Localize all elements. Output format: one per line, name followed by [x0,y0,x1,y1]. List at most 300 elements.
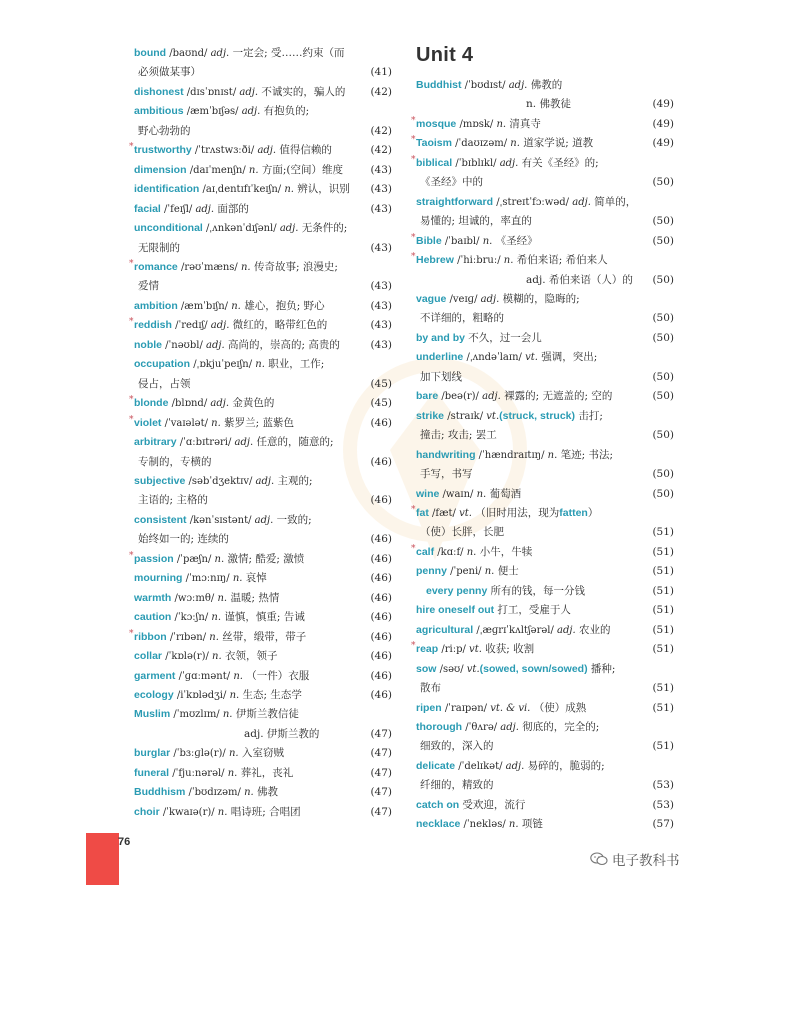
phonetic: /ˈfjuːnərəl/ [169,767,228,779]
phonetic: /ˈdelɪkət/ [455,760,506,772]
headword: penny [416,565,447,578]
part-of-speech: n. [284,184,294,196]
vocab-entry [416,601,674,620]
headword: ripen [416,701,442,714]
phonetic: /ˈnekləs/ [460,819,509,831]
part-of-speech: n. [510,138,520,150]
entry-line [416,660,644,679]
vocab-entry [134,219,392,258]
vocab-entry [134,355,392,394]
page-reference: (50) [652,429,674,442]
page-reference: (50) [652,215,674,228]
phonetic: /səbˈdʒektɪv/ [185,475,256,487]
definition: 职业，工作; [264,358,325,371]
headword: delicate [416,759,456,772]
phonetic: /ˈbaɪbl/ [441,235,483,247]
vocab-entry [416,446,674,485]
vocab-entry [416,387,674,406]
phonetic: /iˈkɒlədʒi/ [173,689,230,701]
phonetic: /ˈθʌrə/ [462,721,501,733]
page-reference: (42) [370,124,392,137]
phonetic: /æmˈbɪʃəs/ [183,106,242,118]
star-icon: * [129,142,134,153]
headword: agricultural [416,623,474,636]
entry-line [134,589,362,608]
part-of-speech: adj. [557,624,576,636]
phonetic: /dɪsˈɒnɪst/ [183,86,240,98]
phonetic: /wɔːmθ/ [171,592,218,604]
entry-line [134,83,362,102]
entry-line [416,582,644,601]
page-reference: (46) [370,611,392,624]
definition: 模糊的，隐晦的; [499,292,580,305]
part-of-speech: adj. [210,320,230,332]
part-of-speech: adj. [241,106,261,118]
headword: vague [416,292,447,305]
phonetic: /ˌʌnkənˈdɪʃənl/ [202,223,280,235]
headword: straightforward [416,195,494,208]
entry-line [416,757,644,776]
vocab-entry [134,180,392,199]
headword: reap [416,643,439,656]
definition: 笔迹; 书法; [557,448,614,461]
definition: 谨慎，慎重; 告诫 [221,611,305,624]
definition: 击打; [578,409,603,422]
page-reference: (49) [652,137,674,150]
entry-line [416,407,644,426]
entry-line [134,141,362,160]
vocab-entry [416,660,674,699]
page-reference: (42) [370,144,392,157]
definition-continued: 无限制的 [138,241,180,254]
headword: noble [134,338,162,351]
phonetic: /ˌæɡrɪˈkʌltʃərəl/ [473,624,558,636]
phonetic: /veɪɡ/ [446,293,481,305]
page-reference: (46) [370,494,392,507]
phonetic: /kɑːf/ [434,546,467,558]
star-icon: * [129,395,134,406]
inflection: fatten [559,506,588,519]
definition-continued: 爱情 [138,280,159,293]
vocab-entry [411,504,674,543]
star-icon: * [129,414,134,425]
definition: 唱诗班; 合唱团 [227,805,301,818]
definition: 衣领，领子 [221,650,278,663]
part-of-speech: n. [231,300,241,312]
headword: bare [416,390,439,403]
page-reference: (43) [370,163,392,176]
definition: 紫罗兰; 蓝紫色 [220,416,294,429]
part-of-speech: n. [496,118,507,130]
definition-continued: 始终如一的; 连续的 [138,533,229,546]
definition: （使）成熟 [530,701,587,714]
vocab-entry [134,783,392,802]
vocab-entry [134,472,392,511]
vocab-entry [129,141,392,160]
part-of-speech: adj. [505,760,525,772]
vocab-entry [416,193,674,232]
vocab-entry [129,258,392,297]
page-reference: (50) [652,234,674,247]
entry-line [416,134,644,153]
headword: warmth [134,591,172,604]
definition-continued: n. 佛教徒 [526,98,571,111]
definition: 项链 [518,818,543,831]
page-reference: (46) [370,630,392,643]
part-of-speech: vt. & vi. [490,702,531,714]
definition-continued: 易懂的; 坦诚的，率直的 [420,215,532,228]
vocab-entry [416,407,674,446]
definition: 道家学说; 道教 [519,137,594,150]
vocab-entry [129,414,392,433]
headword: Bible [416,234,442,247]
headword: strike [416,409,445,422]
part-of-speech: adj. [257,145,277,157]
watermark [590,849,680,869]
entry-line [134,433,362,452]
page-reference: (43) [370,241,392,254]
vocab-entry [134,744,392,763]
definition: 主观的; [274,474,313,487]
vocab-entry [134,44,392,83]
part-of-speech: n. [508,819,519,831]
vocab-entry [411,640,674,659]
definition: 入室窃贼 [238,747,284,760]
headword: thorough [416,720,463,733]
definition: 不诚实的，骗人的 [258,85,346,98]
definition: 方面;(空间）维度 [258,163,344,176]
star-icon: * [129,258,134,269]
part-of-speech: n. [212,651,222,663]
vocab-entry [134,102,392,141]
headword: sow [416,662,437,675]
vocab-entry [134,667,392,686]
page-reference: (47) [370,727,392,740]
entry-line [134,705,362,724]
vocab-entry [134,297,392,316]
entry-line [134,647,362,666]
page-tab [86,833,119,885]
phonetic: /səʊ/ [436,663,467,675]
definition-continued: 撞击; 攻击; 罢工 [420,429,497,442]
vocab-entry [416,699,674,718]
page-reference: (47) [370,766,392,779]
page-reference: (51) [652,701,674,714]
definition: 高尚的，崇高的; 高贵的 [224,338,340,351]
page-reference: (47) [370,747,392,760]
phonetic: /ˈkɒlə(r)/ [162,651,213,663]
headword: calf [416,545,435,558]
headword: collar [134,650,163,663]
entry-line [416,76,644,95]
wechat-icon [590,852,608,866]
definition: 彻底的，完全的; [518,720,600,733]
headword: unconditional [134,222,203,235]
vocab-entry [416,348,674,387]
phonetic: /ˈhiːbruː/ [453,255,504,267]
headword: violet [134,416,162,429]
part-of-speech: adj. [234,437,254,449]
page-reference: (50) [652,176,674,189]
part-of-speech: adj. [499,157,519,169]
phonetic: /ˈnəʊbl/ [162,339,207,351]
headword: Taoism [416,137,452,150]
entry-line [416,504,644,523]
entry-line [134,569,362,588]
page-reference: (53) [652,779,674,792]
vocab-entry [134,511,392,550]
headword: ambition [134,299,178,312]
page-reference: (46) [370,455,392,468]
headword: funeral [134,766,170,779]
entry-line [134,102,362,121]
page-reference: (46) [370,416,392,429]
definition: 小牛，牛犊 [476,545,533,558]
phonetic: /ˈraɪpən/ [441,702,491,714]
inflection: (sowed, sown/sowed) [479,662,588,675]
phonetic: /mɒsk/ [456,118,497,130]
entry-line [416,290,644,309]
vocab-entry [411,543,674,562]
headword: dishonest [134,85,184,98]
definition: 哀悼 [242,572,267,585]
definition: 葬礼，丧礼 [237,766,294,779]
headword: every penny [426,584,488,597]
phonetic: /kənˈsɪstənt/ [186,514,255,526]
headword: ecology [134,688,174,701]
definition: 有关《圣经》的; [518,156,599,169]
page-reference: (46) [370,688,392,701]
headword: catch on [416,798,460,811]
headword: consistent [134,513,187,526]
star-icon: * [129,550,134,561]
phonetic: /ˈpæʃn/ [173,553,215,565]
star-icon: * [411,504,416,515]
page-reference: (50) [652,312,674,325]
phonetic: /ˈɑːbɪtrəri/ [176,437,235,449]
definition: 不久，过一会儿 [468,331,542,344]
entry-line [416,446,644,465]
entry-line [134,628,362,647]
part-of-speech: n. [482,235,493,247]
entry-line [134,783,362,802]
star-icon: * [411,115,416,126]
entry-line [416,815,644,834]
phonetic: /ˌʌndəˈlaɪn/ [463,352,526,364]
headword: Buddhism [134,786,186,799]
headword: underline [416,351,464,364]
phonetic: /daɪˈmenʃn/ [186,164,249,176]
definition: 值得信赖的 [276,144,332,157]
headword: subjective [134,474,186,487]
part-of-speech: adj. [279,223,299,235]
part-of-speech: vt. [525,352,538,364]
definition-continued: 主语的; 主格的 [138,494,208,507]
vocab-entry [129,550,392,569]
phonetic: /blɒnd/ [168,398,211,410]
headword: mosque [416,117,457,130]
vocab-entry [416,290,674,329]
definition: 便士 [494,565,519,578]
headword: necklace [416,818,461,831]
definition: 葡萄酒 [486,487,522,500]
headword: wine [416,487,440,500]
page-reference: (50) [652,487,674,500]
part-of-speech: n. [503,255,514,267]
definition: 收获; 收割 [481,643,535,656]
page-reference: (51) [652,526,674,539]
definition: 播种; [590,662,616,675]
definition: 丝带，缎带，带子 [218,630,307,643]
vocab-entry [134,433,392,472]
star-icon: * [411,135,416,146]
definition: 裸露的; 无遮盖的; 空的 [500,390,613,403]
vocab-entry [411,251,674,290]
headword: ribbon [134,630,167,643]
star-icon: * [129,317,134,328]
headword: trustworthy [134,144,192,157]
definition: 面部的 [214,202,249,215]
entry-line [134,258,362,277]
headword: identification [134,183,200,196]
vocab-entry [134,161,392,180]
page-reference: (50) [652,390,674,403]
headword: reddish [134,319,172,332]
headword: occupation [134,358,191,371]
part-of-speech: n. [547,449,558,461]
phonetic: /ˈkwaɪə(r)/ [159,806,218,818]
vocab-entry [129,394,392,413]
part-of-speech: adj. [254,514,274,526]
entry-line [134,44,362,63]
page-reference: (41) [370,66,392,79]
headword: bound [134,47,167,59]
entry-line [134,608,362,627]
phonetic: /ˈbʊdɪzəm/ [185,787,245,799]
page-number: 76 [118,836,131,848]
page-reference: (43) [370,299,392,312]
page-reference: (51) [652,604,674,617]
page-reference: (47) [370,786,392,799]
page-reference: (53) [652,798,674,811]
part-of-speech: n. [233,670,243,682]
definition-continued: 细致的，深入的 [420,740,494,753]
headword: choir [134,805,160,818]
definition-continued: 《圣经》中的 [420,176,483,189]
definition: 清真寺 [506,117,541,130]
vocab-entry [129,316,392,335]
page-reference: (49) [652,117,674,130]
phonetic: /ˈkɔːʃn/ [171,612,212,624]
page-reference: (46) [370,572,392,585]
entry-line [134,472,362,491]
phonetic: /ˈvaɪələt/ [161,417,212,429]
vocab-column-right [411,76,674,835]
phonetic: /beə(r)/ [438,391,483,403]
page-reference: (50) [652,468,674,481]
definition: 金黄色的 [229,397,275,410]
vocab-entry [416,796,674,815]
phonetic: /æmˈbɪʃn/ [177,300,232,312]
entry-line [134,764,362,783]
star-icon: * [411,232,416,243]
vocab-entry [411,115,674,134]
definition: 无条件的; [298,222,348,235]
definition: （一件）衣服 [242,669,310,682]
headword: arbitrary [134,436,177,449]
part-of-speech: n. [240,261,251,273]
part-of-speech: n. [217,806,228,818]
page-reference: (43) [370,183,392,196]
definition-continued: adj. 伊斯兰教的 [244,727,320,740]
definition-continued: 侵占，占领 [138,377,191,390]
part-of-speech: adj. [206,339,225,351]
entry-line [416,193,644,212]
part-of-speech: adj. [482,391,501,403]
part-of-speech: n. [244,787,254,799]
vocab-entry [416,621,674,640]
vocab-entry [416,815,674,834]
definition: 生态; 生态学 [239,688,302,701]
phonetic: /ˈhændraɪtɪŋ/ [475,449,548,461]
part-of-speech: n. [211,612,221,624]
phonetic: /ˈrɪbən/ [166,631,210,643]
vocab-entry [416,562,674,581]
entry-line [416,718,644,737]
definition: 《圣经》 [492,234,538,247]
page-reference: (46) [370,552,392,565]
vocab-entry [416,757,674,796]
entry-line [134,511,362,530]
definition: 易碎的，脆弱的; [524,759,605,772]
vocab-entry [134,764,392,783]
definition: ） [587,506,599,519]
entry-line [416,348,644,367]
entry-line [134,219,362,238]
definition: 强调，突出; [537,351,598,364]
part-of-speech: n. [466,546,477,558]
vocab-entry [129,628,392,647]
page-reference: (47) [370,805,392,818]
entry-line [134,667,362,686]
part-of-speech: n. [476,488,487,500]
definition: 农业的 [575,623,611,636]
phonetic: /ˈbɪblɪkl/ [452,157,500,169]
vocab-entry [416,485,674,504]
part-of-speech: vt. [459,507,472,519]
headword: blonde [134,397,169,410]
definition-continued: 不详细的，粗略的 [420,312,504,325]
phonetic: /ˌstreɪtˈfɔːwəd/ [493,196,573,208]
entry-line [134,550,362,569]
definition-continued: 野心勃勃的 [138,124,191,137]
page-reference: (45) [370,377,392,390]
part-of-speech: vt. [486,410,500,422]
vocab-entry [134,705,392,744]
definition: 温暖; 热情 [227,591,280,604]
phonetic: /fæt/ [428,507,460,519]
page-reference: (43) [370,319,392,332]
entry-line [416,543,644,562]
vocab-entry [134,589,392,608]
entry-line [416,621,644,640]
entry-line [134,803,362,822]
phonetic: /ˈɡɑːmənt/ [175,670,234,682]
inflection: (struck, struck) [499,409,575,422]
headword: dimension [134,163,187,176]
page-reference: (46) [370,650,392,663]
star-icon: * [411,252,416,263]
